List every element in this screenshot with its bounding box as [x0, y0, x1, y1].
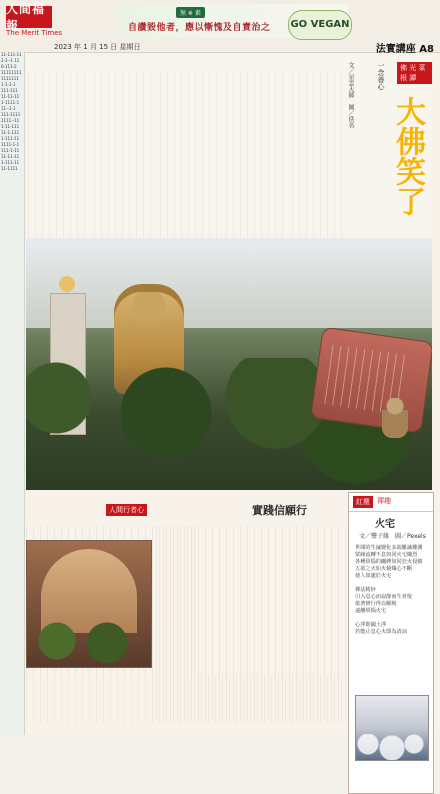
- section-edition: 法實講座 A8: [375, 44, 434, 55]
- left-rail-line: 11-11-11: [1, 154, 20, 159]
- little-monk-statue: [382, 398, 408, 438]
- left-rail-line: 11-1-111: [1, 130, 20, 135]
- left-rail-line: 11-11-11: [1, 94, 20, 99]
- poem-box-header: [349, 493, 433, 512]
- text-column-1: [28, 72, 90, 242]
- left-rail-line: 1-111-11: [1, 160, 20, 165]
- top-article-headline: 大佛笑了: [390, 96, 425, 216]
- poem-image: [355, 695, 429, 761]
- left-rail-line: 1-1-1-1: [1, 82, 16, 87]
- top-article-kicker: 一念善心: [377, 62, 385, 90]
- top-article-byline: 文／星雲大師 圖／佚名: [347, 62, 354, 128]
- left-rail-line: 1111111: [1, 76, 19, 81]
- left-rail-line: 111-111: [1, 88, 18, 93]
- top-article-tag: 佛 光 菜 根 譚: [397, 62, 432, 84]
- hero-sky: [26, 238, 432, 328]
- ad-ribbon: 無 ※ 素: [176, 7, 205, 18]
- go-vegan-badge: [288, 10, 352, 40]
- poem-title: 火宅: [375, 519, 395, 530]
- logo[interactable]: 人間福報: [6, 6, 52, 28]
- foliage: [27, 621, 151, 667]
- text-column-5: [292, 72, 342, 242]
- logo-subtitle: The Merit Times: [6, 29, 63, 37]
- bottom-text-area: [26, 676, 348, 724]
- section2-tag: 人間行者心: [106, 504, 147, 516]
- ocean-wave: [356, 734, 428, 760]
- left-rail-line: 11--1-1: [1, 106, 16, 111]
- text-column-3: [160, 72, 222, 242]
- left-rail-line: 11-111-11: [1, 52, 22, 57]
- left-rail-line: 1-11-111: [1, 124, 20, 129]
- text-column-2: [94, 72, 156, 242]
- poem-lines: 世間的生滅變化多端難識難測 眾緣流轉不息如同火宅熾烈 各種煩惱的纏縛如同狂火侵燒 五欲之火如火燒熾心不斷 使人如處於火宅 禪法精妙 引入息心而寂靜而生喜悅 依著修行得以解脫 遠離煩惱火宅 心淨即國土淨 若能止息心火即為清涼: [355, 545, 423, 635]
- section2-title: 實踐信願行: [252, 504, 307, 517]
- poem-box: [348, 492, 434, 794]
- top-article: [26, 56, 432, 256]
- left-rail-line: 0-111-2: [1, 64, 17, 69]
- ad-slogan: 自讚毀他者，應以慚愧及自責治之: [128, 23, 271, 33]
- issue-date: 2023 年 1 月 15 日 星期日: [54, 43, 141, 51]
- left-rail-line: 111-1111: [1, 112, 21, 117]
- text-column-4: [226, 72, 288, 242]
- left-rail-line: 11111111: [1, 70, 22, 75]
- go-vegan-label: GO VEGAN: [290, 19, 350, 30]
- left-rail-line: 1111-1-1: [1, 142, 20, 147]
- left-rail-lines: [0, 52, 24, 172]
- section2-heading: [106, 502, 346, 520]
- left-rail-line: 2-1--1 11: [1, 58, 20, 63]
- hero-photo: [26, 238, 432, 490]
- masthead: [0, 0, 440, 53]
- left-rail: [0, 52, 25, 735]
- poem-tag: 紅塵: [353, 496, 373, 508]
- left-rail-line: 1111--11: [1, 118, 20, 123]
- poem-author: 文／豐子緣 圖／Pexels: [359, 533, 426, 540]
- left-rail-line: 1-1111-1: [1, 100, 20, 105]
- left-rail-line: 1-111-11: [1, 136, 20, 141]
- poem-tag-secondary: 禪趣: [377, 497, 391, 505]
- main-content: [26, 56, 432, 731]
- section2-photo: [26, 540, 152, 668]
- vegan-slogan-ad: [118, 4, 348, 38]
- left-rail-line: 111-1-11: [1, 148, 20, 153]
- left-rail-line: 11-1111: [1, 166, 18, 171]
